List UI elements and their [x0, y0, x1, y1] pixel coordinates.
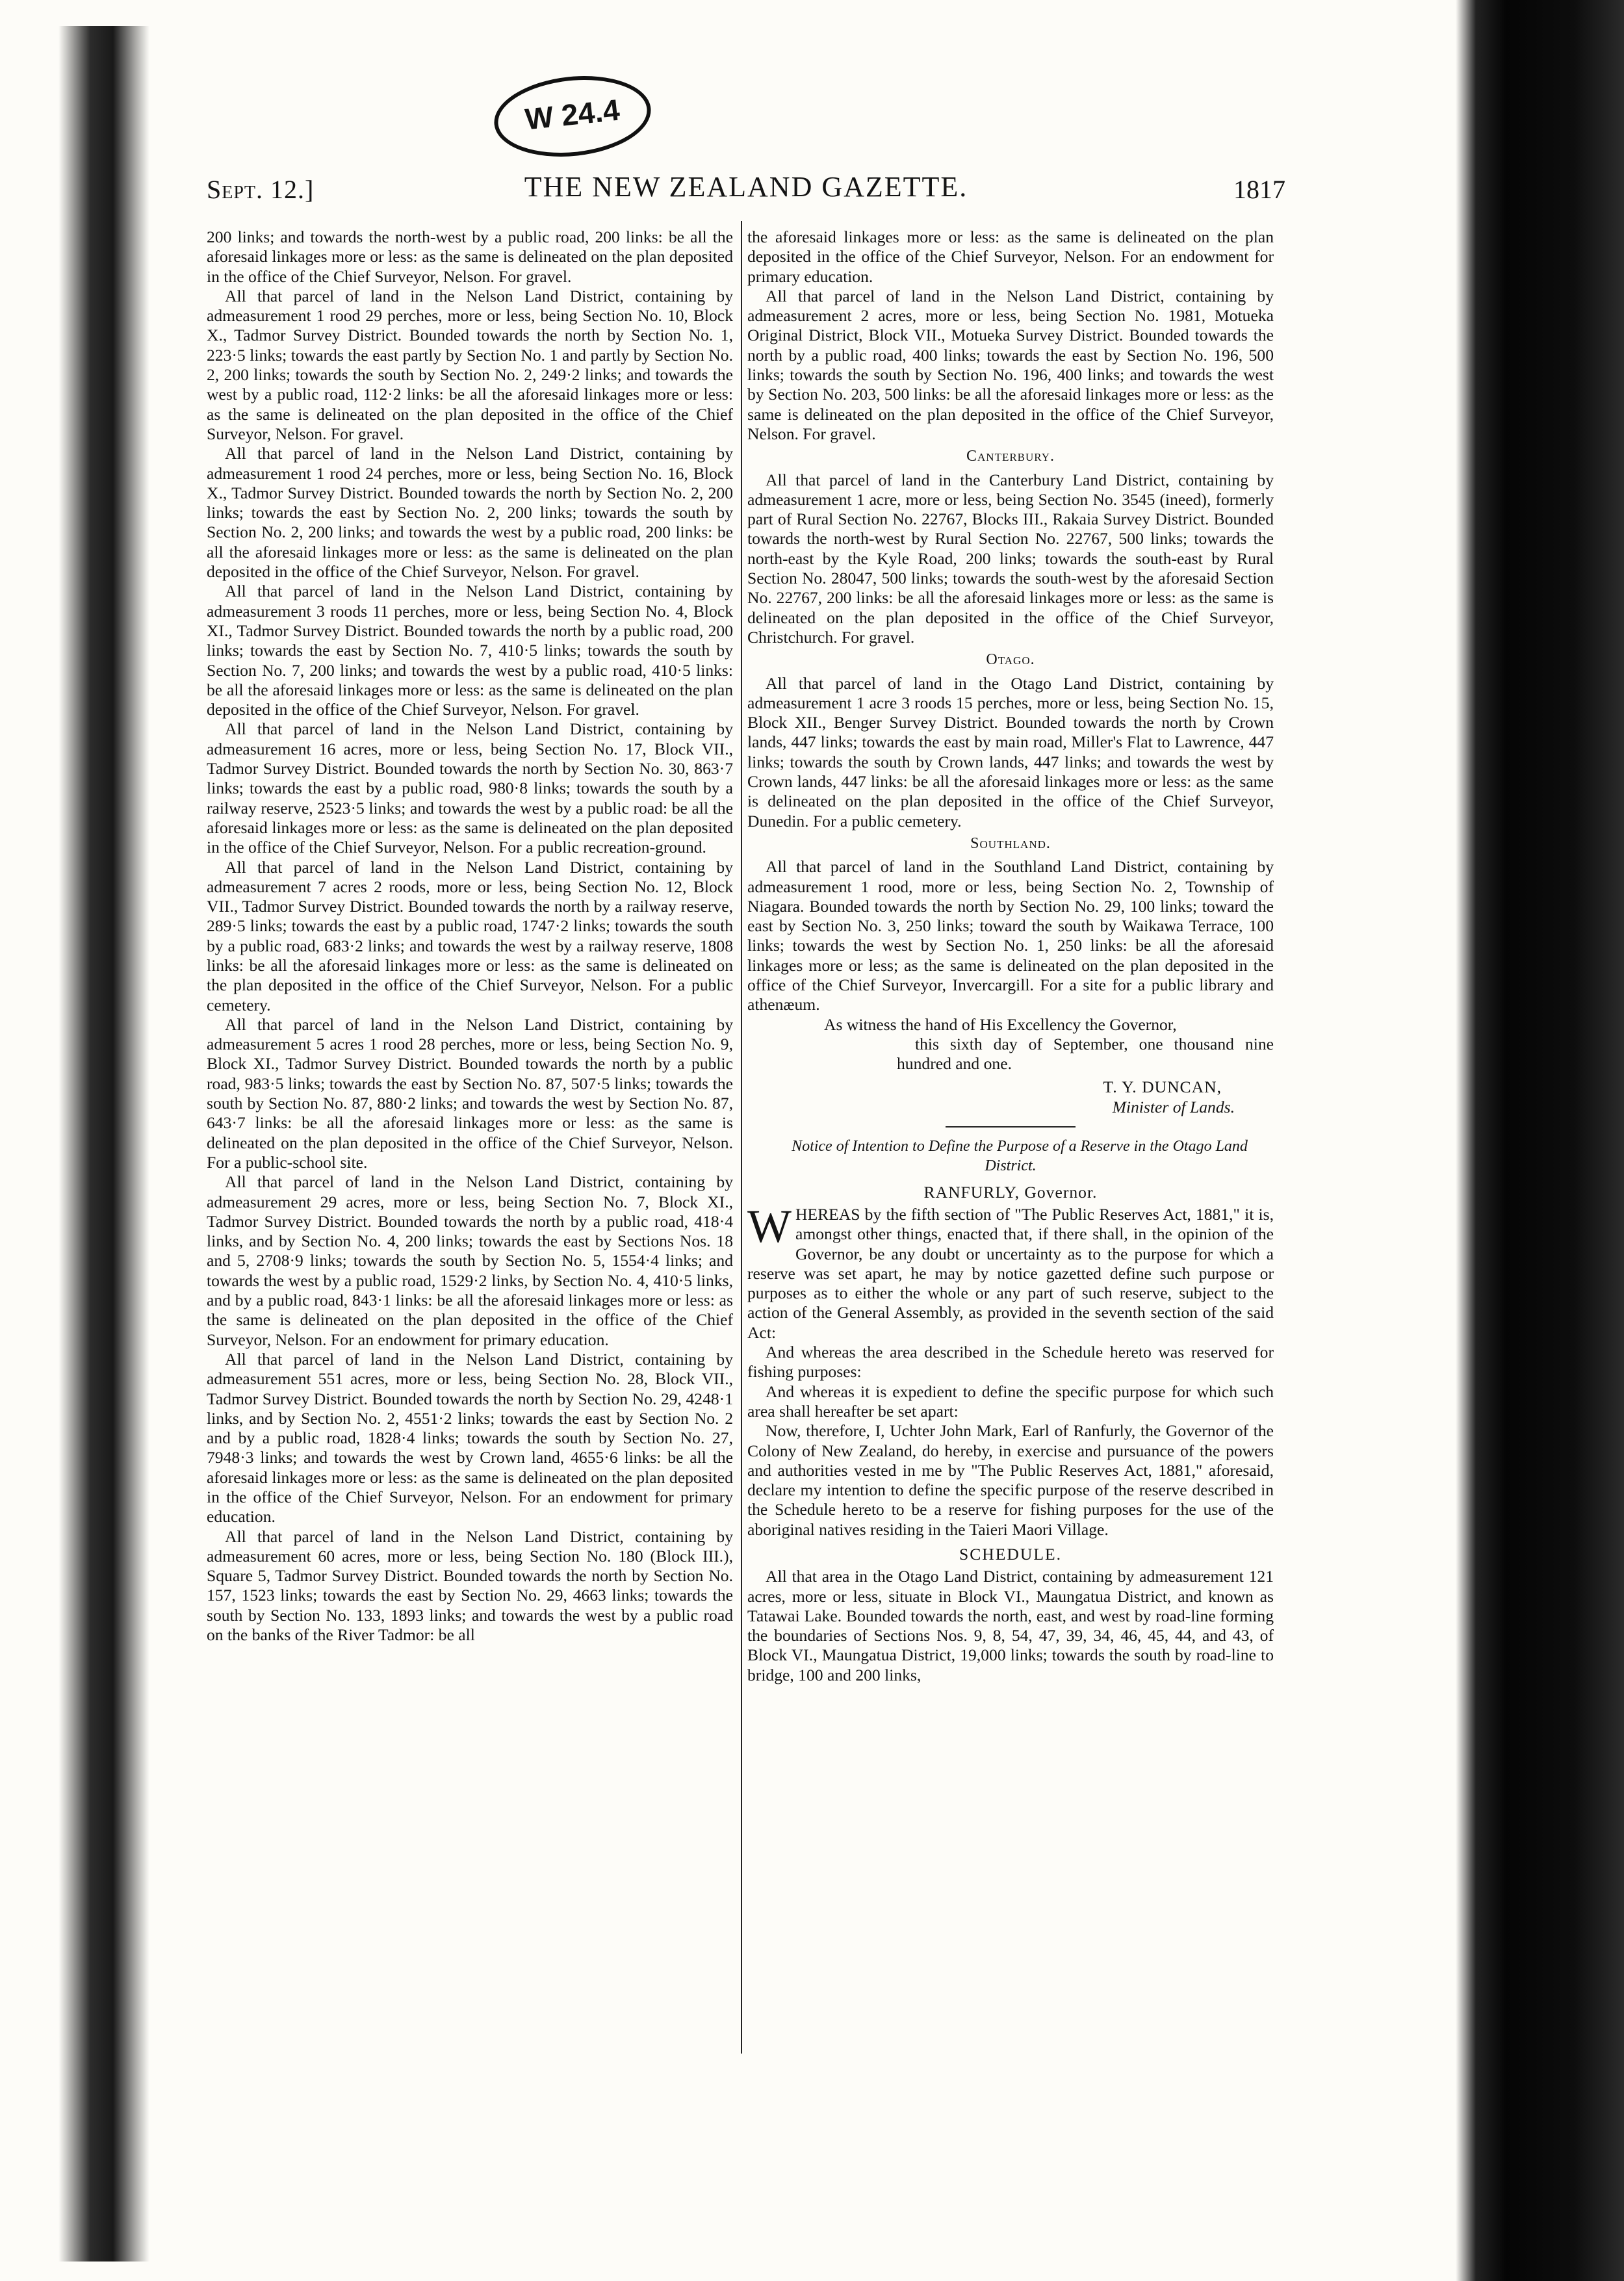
paragraph: All that parcel of land in the Nelson Land District, containing by admeasurement 2 acres, more or less, being Section No. 1981, Motueka Original District, Block VII., Motueka Survey District. Bounded towards the north by a public road, 400 links; towards the east by Section No. 196, 500 links; towards the south by Section No. 196, 400 links; and towards the west by Section No. 203, 500 links: be all the aforesaid linkages more or less: as the same is delineated on the plan deposited in the office of the Chief Surveyor, Nelson. For gravel.	[747, 286, 1274, 443]
notice-title: Notice of Intention to Define the Purpose of a Reserve in the Otago Land District.	[792, 1138, 1248, 1175]
witness-line-2: this sixth day of September, one thousand nine hundred and one.	[897, 1034, 1274, 1074]
paragraph: All that parcel of land in the Nelson Land District, containing by admeasurement 29 acres, more or less, being Section No. 7, Block XI., Tadmor Survey District. Bounded towards the north by a public road, 418·4 links, and by Section No. 4, 200 links; towards the east by Sections Nos. 18 and 5, 2708·9 links; towards the south by Section No. 5, 1554·4 links; and towards the west by a public road, 1529·2 links, by Section No. 4, 410·5 links, and by a public road, 843·1 links: be all the aforesaid linkages more or less: as the same is delineated on the plan deposited in the office of the Chief Surveyor, Nelson. For an endowment for primary education.	[207, 1172, 733, 1349]
section-heading-otago: Otago.	[986, 651, 1035, 669]
page-header	[207, 170, 1285, 209]
paragraph: All that parcel of land in the Nelson Land District, containing by admeasurement 3 roods 11 perches, more or less, being Section No. 4, Block XI., Tadmor Survey District. Bounded towards the north by a public road, 200 links; towards the east by Section No. 7, 410·5 links; towards the south by Section No. 7, 200 links; and towards the west by a public road, 410·5 links: be all the aforesaid linkages more or less: as the same is delineated on the plan deposited in the office of the Chief Surveyor, Nelson. For gravel.	[207, 582, 733, 719]
witness-clause	[747, 1015, 1274, 1074]
drop-cap: W	[747, 1200, 792, 1252]
paragraph: All that parcel of land in the Nelson Land District, containing by admeasurement 5 acres 1 rood 28 perches, more or less, being Section No. 9, Block XI., Tadmor Survey District. Bounded towards the north by a public road, 983·5 links; towards the east by Section No. 87, 507·5 links; towards the south by Section No. 87, 880·2 links; and towards the west by Section No. 87, 643·7 links: be all the aforesaid linkages more or less: as the same is delineated on the plan deposited in the office of the Chief Surveyor, Nelson. For a public-school site.	[207, 1014, 733, 1172]
schedule-heading: SCHEDULE.	[959, 1545, 1063, 1564]
paragraph: All that parcel of land in the Nelson Land District, containing by admeasurement 1 rood 24 perches, more or less, being Section No. 16, Block X., Tadmor Survey District. Bounded towards the north by Section No. 2, 200 links; towards the east by Section No. 2, 200 links; towards the south by Section No. 2, 200 links; and towards the west by a public road, 200 links: be all the aforesaid linkages more or less: as the same is delineated on the plan deposited in the office of the Chief Surveyor, Nelson. For gravel.	[207, 444, 733, 582]
section-heading-southland: Southland.	[970, 834, 1051, 852]
paragraph: All that parcel of land in the Nelson Land District, containing by admeasurement 60 acres, more or less, being Section No. 180 (Block III.), Square 5, Tadmor Survey District. Bounded towards the north by Section No. 157, 1523 links; towards the east by Section No. 29, 4663 links; towards the south by Section No. 133, 1893 links; and towards the west by a public road on the banks of the River Tadmor: be all	[207, 1527, 733, 1645]
paragraph: All that area in the Otago Land District, containing by admeasurement 121 acres, more or less, situate in Block VI., Maungatua District, and known as Tatawai Lake. Bounded towards the north, east, and west by road-line forming the boundaries of Sections Nos. 9, 8, 54, 47, 39, 34, 46, 45, 44, and 43, of Block VI., Maungatua District, 19,000 links; towards the south by road-line to bridge, 100 and 200 links,	[747, 1567, 1274, 1684]
right-column	[747, 227, 1274, 1685]
header-date: Sept. 12.]	[207, 175, 315, 204]
column-rule	[741, 221, 742, 2054]
paragraph: All that parcel of land in the Southland Land District, containing by admeasurement 1 rood, more or less, being Section No. 2, Township of Niagara. Bounded towards the north by Section No. 29, 100 links; toward the east by Section No. 3, 250 links; toward the south by Waikawa Terrace, 100 links; towards the west by Section No. 1, 250 links: be all the aforesaid linkages more or less; as the same is delineated on the plan deposited in the office of the Chief Surveyor, Invercargill. For a site for a public library and athenæum.	[747, 857, 1274, 1014]
archive-stamp: W 24.4	[490, 69, 654, 164]
paragraph: the aforesaid linkages more or less: as the same is delineated on the plan deposited in the office of the Chief Surveyor, Nelson. For an endowment for primary education.	[747, 227, 1274, 286]
signatory: T. Y. DUNCAN,	[1103, 1077, 1222, 1097]
paragraph: All that parcel of land in the Nelson Land District, containing by admeasurement 16 acres, more or less, being Section No. 17, Block VII., Tadmor Survey District. Bounded towards the north by Section No. 30, 863·7 links; towards the east by a public road, 980·8 links; towards the south by a railway reserve, 2523·5 links; and towards the west by a public road: be all the aforesaid linkages more or less: as the same is delineated on the plan deposited in the office of the Chief Surveyor, Nelson. For a public recreation-ground.	[207, 719, 733, 857]
scan-shadow-left	[58, 26, 149, 2262]
governor-line: RANFURLY, Governor.	[923, 1182, 1098, 1202]
paragraph: And whereas it is expedient to define the specific purpose for which such area shall hereafter be set apart:	[747, 1382, 1274, 1421]
scan-shadow-right	[1456, 0, 1624, 2281]
left-column	[207, 227, 733, 1645]
paragraph: All that parcel of land in the Nelson Land District, containing by admeasurement 551 acres, more or less, being Section No. 28, Block VII., Tadmor Survey District. Bounded towards the north by Section No. 29, 4248·1 links, and by Section No. 2, 4551·2 links; towards the east by Section No. 2 and by a public road, 1828·4 links; towards the south by Section No. 27, 7948·3 links; and towards the west by Crown land, 4655·6 links: be all the aforesaid linkages more or less: as the same is delineated on the plan deposited in the office of the Chief Surveyor, Nelson. For an endowment for primary education.	[207, 1349, 733, 1527]
whereas-paragraph	[747, 1200, 1274, 1343]
paragraph: 200 links; and towards the north-west by a public road, 200 links: be all the aforesaid linkages more or less: as the same is delineated on the plan deposited in the office of the Chief Surveyor, Nelson. For gravel.	[207, 227, 733, 286]
paragraph: Now, therefore, I, Uchter John Mark, Earl of Ranfurly, the Governor of the Colony of New Zealand, do hereby, in exercise and pursuance of the powers and authorities vested in me by "The Public Reserves Act, 1881," aforesaid, declare my intention to define the specific purpose of the reserve described in the Schedule hereto to be a reserve for fishing purposes for the use of the aboriginal natives residing in the Taieri Maori Village.	[747, 1421, 1274, 1539]
witness-line-1: As witness the hand of His Excellency the Governor,	[824, 1014, 1177, 1034]
gazette-title: THE NEW ZEALAND GAZETTE.	[524, 171, 968, 203]
whereas-text: HEREAS by the fifth section of "The Public Reserves Act, 1881," it is, amongst other things, enacted that, if there shall, in the opinion of the Governor, be any doubt or uncertainty as to the purpose for which a reserve was set apart, he may by notice gazetted define such purpose or purposes as to either the whole or any part of such reserve, subject to the action of the General Assembly, as provided in the seventh section of the said Act:	[747, 1204, 1274, 1342]
page-number: 1817	[1233, 175, 1285, 204]
divider	[946, 1126, 1076, 1128]
paragraph: All that parcel of land in the Nelson Land District, containing by admeasurement 1 rood 29 perches, more or less, being Section No. 10, Block X., Tadmor Survey District. Bounded towards the north by Section No. 1, 223·5 links; towards the east partly by Section No. 1 and partly by Section No. 2, 200 links; towards the south by Section No. 2, 249·2 links; and towards the west by a public road, 112·2 links: be all the aforesaid linkages more or less: as the same is delineated on the plan deposited in the office of the Chief Surveyor, Nelson. For gravel.	[207, 286, 733, 443]
signatory-title: Minister of Lands.	[1112, 1097, 1235, 1116]
paragraph: All that parcel of land in the Nelson Land District, containing by admeasurement 7 acres 2 roods, more or less, being Section No. 12, Block VII., Tadmor Survey District. Bounded towards the north by a railway reserve, 289·5 links; towards the east by a public road, 1747·2 links; towards the south by a public road, 683·2 links; and towards the west by a railway reserve, 1808 links: be all the aforesaid linkages more or less: as the same is delineated on the plan deposited in the office of the Chief Surveyor, Nelson. For a public cemetery.	[207, 857, 733, 1014]
paragraph: And whereas the area described in the Schedule hereto was reserved for fishing purposes:	[747, 1343, 1274, 1382]
paragraph: All that parcel of land in the Canterbury Land District, containing by admeasurement 1 acre, more or less, being Section No. 3545 (ineed), formerly part of Rural Section No. 22767, Blocks III., Rakaia Survey District. Bounded towards the north-west by Rural Section No. 22767, 500 links; towards the north-east by the Kyle Road, 200 links; towards the south-east by Rural Section No. 28047, 500 links; towards the south-west by the aforesaid Section No. 22767, 200 links: be all the aforesaid linkages more or less: as the same is delineated on the plan deposited in the office of the Chief Surveyor, Christchurch. For gravel.	[747, 470, 1274, 647]
paragraph: All that parcel of land in the Otago Land District, containing by admeasurement 1 acre 3 roods 15 perches, more or less, being Section No. 15, Block XII., Benger Survey District. Bounded towards the north by Crown lands, 447 links; towards the east by main road, Miller's Flat to Lawrence, 447 links; towards the south by Crown lands, 447 links; and towards the west by Crown lands, 447 links: be all the aforesaid linkages more or less: as the same is delineated on the plan deposited in the office of the Chief Surveyor, Dunedin. For a public cemetery.	[747, 673, 1274, 831]
section-heading-canterbury: Canterbury.	[966, 448, 1055, 465]
